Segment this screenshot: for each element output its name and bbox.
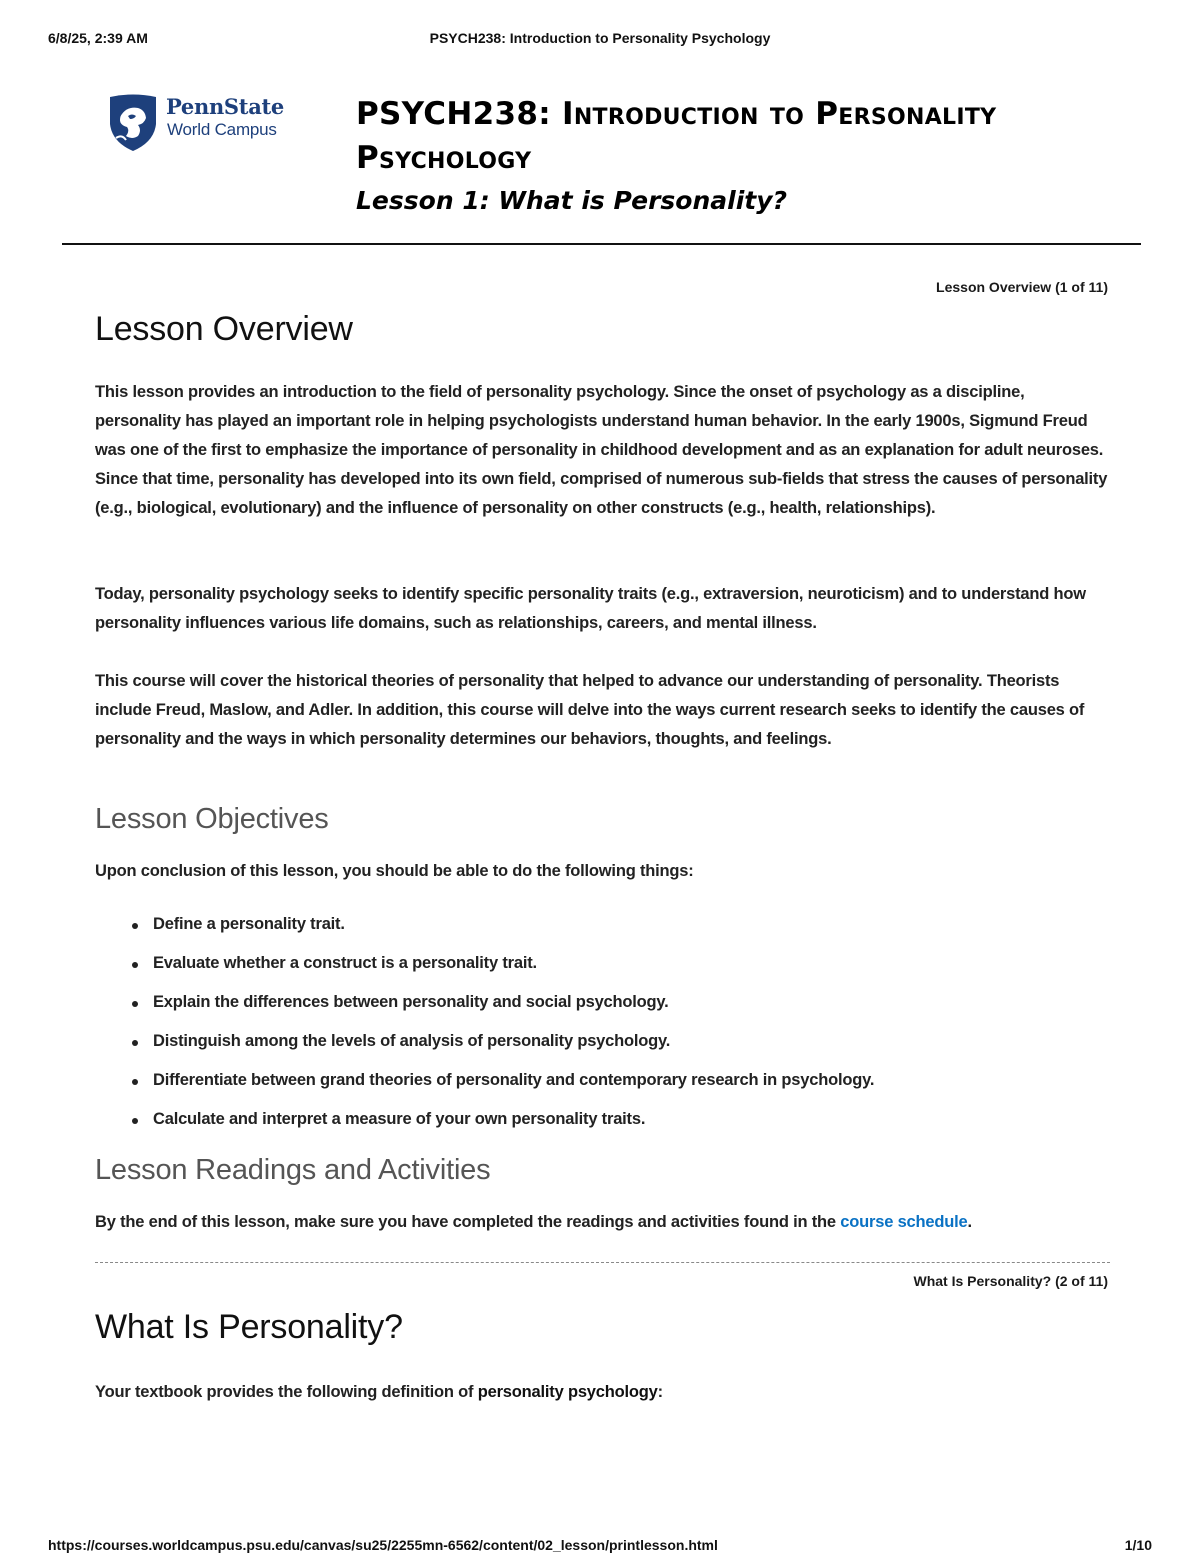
objective-item: Calculate and interpret a measure of your own personality traits. (95, 1110, 1110, 1149)
definition-intro-end: : (657, 1383, 663, 1401)
definition-intro-text: Your textbook provides the following definition of (95, 1383, 478, 1401)
definition-intro (95, 1378, 1110, 1407)
print-page-number: 1/10 (1124, 1537, 1152, 1553)
section-counter-what-is-personality: What Is Personality? (2 of 11) (913, 1273, 1108, 1289)
readings-text-block (95, 1208, 1110, 1237)
logo-subtitle: World Campus (167, 120, 277, 139)
course-title: PSYCH238: Introduction to Personality Psychology (356, 96, 997, 176)
section-counter-overview: Lesson Overview (1 of 11) (936, 279, 1108, 295)
lesson-overview-section (95, 310, 1110, 349)
readings-text-end: . (967, 1213, 972, 1231)
lesson-overview-heading: Lesson Overview (95, 310, 353, 348)
objective-item: Define a personality trait. (95, 915, 1110, 954)
objectives-list (95, 915, 1110, 1149)
overview-paragraph-2-block (95, 580, 1110, 638)
logo-wordmark: PennState (166, 94, 284, 119)
print-url: https://courses.worldcampus.psu.edu/canvas/su25/2255mn-6562/content/02_lesson/printlesson.html (48, 1537, 718, 1553)
definition-term: personality psychology (477, 1383, 658, 1401)
definition-intro-block (95, 1378, 1110, 1407)
overview-paragraph-1-block (95, 378, 1110, 523)
overview-paragraph-1: This lesson provides an introduction to the field of personality psychology. Since the onset of psychology as a discipline, personality has played an important role in helping psychologists understand human behavior. In the early 1900s, Sigmund Freud was one of the first to emphasize the importance of personality in childhood development and as an explanation for adult neuroses. Since that time, personality has developed into its own field, comprised of numerous sub-fields that stress the causes of personality (e.g., biological, evolutionary) and the influence of personality on other constructs (e.g., health, relationships). (95, 383, 1108, 517)
print-datetime: 6/8/25, 2:39 AM (48, 30, 148, 46)
readings-activities-heading: Lesson Readings and Activities (95, 1154, 491, 1186)
objective-item: Evaluate whether a construct is a personality trait. (95, 954, 1110, 993)
objectives-section (95, 803, 1110, 836)
objectives-list-block (95, 915, 1110, 1149)
section-divider (95, 1262, 1110, 1263)
readings-section (95, 1154, 1110, 1187)
penn-state-world-campus-logo (108, 92, 308, 156)
objective-item: Distinguish among the levels of analysis of personality psychology. (95, 1032, 1110, 1071)
objectives-intro-block (95, 857, 1110, 886)
what-is-personality-heading: What Is Personality? (95, 1308, 403, 1346)
title-divider (62, 243, 1141, 245)
overview-paragraph-3-block (95, 667, 1110, 754)
course-schedule-link[interactable]: course schedule (840, 1213, 968, 1231)
readings-text (95, 1208, 1110, 1237)
overview-paragraph-3: This course will cover the historical theories of personality that helped to advance our understanding of personality. Theorists include Freud, Maslow, and Adler. In addition, this course will delve into the ways current research seeks to identify the causes of personality and the ways in which personality determines our behaviors, thoughts, and feelings. (95, 672, 1085, 748)
print-header (48, 30, 1152, 50)
objective-item: Explain the differences between personality and social psychology. (95, 993, 1110, 1032)
what-is-personality-section (95, 1308, 1110, 1347)
lesson-objectives-heading: Lesson Objectives (95, 803, 329, 835)
overview-paragraph-2: Today, personality psychology seeks to identify specific personality traits (e.g., extraversion, neuroticism) and to understand how personality influences various life domains, such as relationships, careers, and mental illness. (95, 585, 1086, 632)
lesson-subtitle: Lesson 1: What is Personality? (356, 186, 788, 215)
readings-text-body: By the end of this lesson, make sure you have completed the readings and activities found in the (95, 1213, 841, 1231)
nittany-lion-shield-icon (108, 94, 158, 152)
objectives-intro: Upon conclusion of this lesson, you should be able to do the following things: (95, 862, 694, 880)
objective-item: Differentiate between grand theories of personality and contemporary research in psychology. (95, 1071, 1110, 1110)
print-document-title: PSYCH238: Introduction to Personality Psychology (429, 30, 771, 46)
